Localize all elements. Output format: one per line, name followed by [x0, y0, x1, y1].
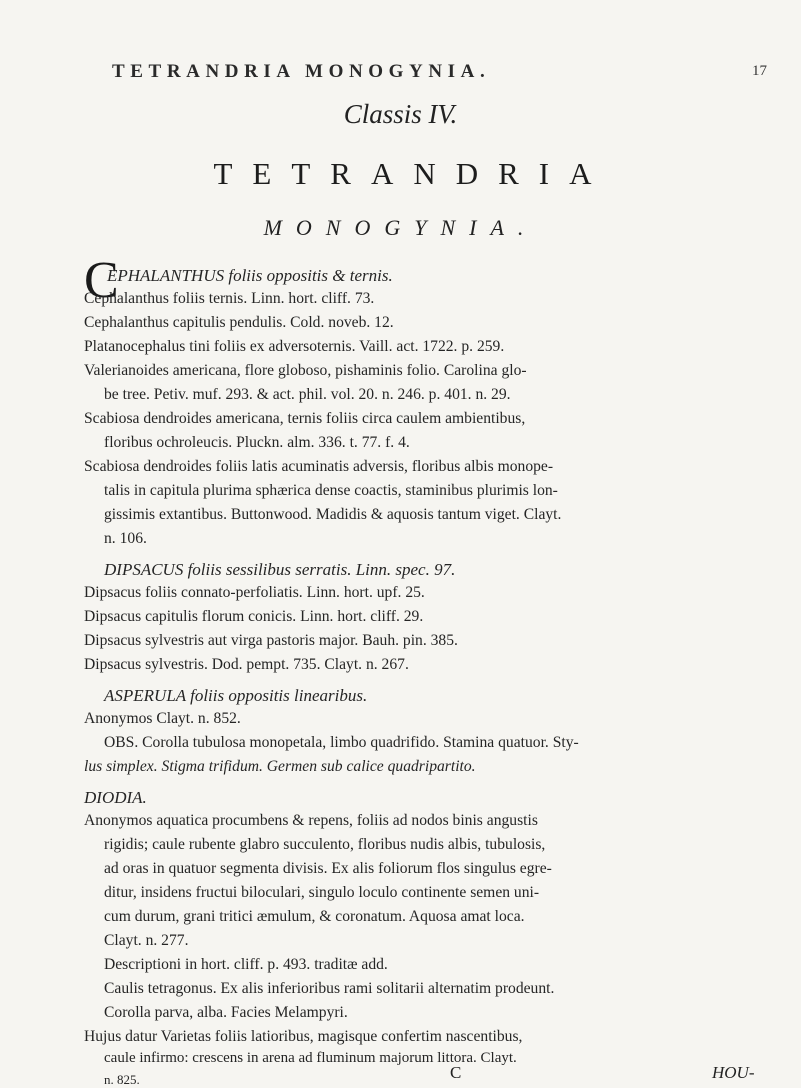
text-line: Dipsacus foliis connato-perfoliatis. Linn. hort. upf. 25. [84, 584, 425, 601]
text-line: caule infirmo: crescens in arena ad fluminum majorum littora. Clayt. [104, 1050, 517, 1066]
text-line: DIODIA. [84, 788, 147, 807]
text-line: Cephalanthus foliis ternis. Linn. hort. cliff. 73. [84, 290, 375, 307]
text-line: cum durum, grani tritici æmulum, & coronatum. Aquosa amat loca. [104, 908, 525, 925]
running-head: TETRANDRIA MONOGYNIA. [112, 61, 491, 82]
text-line: Anonymos aquatica procumbens & repens, foliis ad nodos binis angustis [84, 812, 538, 829]
text-line: Cephalanthus capitulis pendulis. Cold. noveb. 12. [84, 314, 394, 331]
text-line: Descriptioni in hort. cliff. p. 493. traditæ add. [104, 956, 388, 973]
text-line: EPHALANTHUS foliis oppositis & ternis. [107, 266, 393, 285]
text-line: lus simplex. Stigma trifidum. Germen sub calice quadripartito. [84, 758, 476, 775]
text-line: gissimis extantibus. Buttonwood. Madidis & aquosis tantum viget. Clayt. [104, 506, 562, 523]
text-line: n. 106. [104, 530, 147, 547]
text-line: be tree. Petiv. muf. 293. & act. phil. vol. 20. n. 246. p. 401. n. 29. [104, 386, 511, 403]
class-title: TETRANDRIA [213, 156, 612, 191]
text-line: Dipsacus capitulis florum conicis. Linn. hort. cliff. 29. [84, 608, 424, 625]
text-line: ditur, insidens fructui biloculari, singulo loculo continente semen uni- [104, 884, 540, 901]
text-line: rigidis; caule rubente glabro succulento, floribus nudis albis, tubulosis, [104, 836, 546, 853]
text-line: Clayt. n. 277. [104, 932, 189, 949]
text-line: Caulis tetragonus. Ex alis inferioribus rami solitarii alternatim prodeunt. [104, 980, 555, 997]
signature-mark: C [450, 1063, 462, 1082]
text-line: Dipsacus sylvestris. Dod. pempt. 735. Clayt. n. 267. [84, 656, 409, 673]
text-line: Scabiosa dendroides foliis latis acuminatis adversis, floribus albis monope- [84, 458, 554, 475]
catchword: HOU- [712, 1063, 755, 1082]
order-title: MONOGYNIA. [263, 215, 538, 240]
page-number: 17 [752, 63, 767, 79]
text-line: ad oras in quatuor segmenta divisis. Ex alis foliorum flos singulus egre- [104, 860, 552, 877]
text-line: Hujus datur Varietas foliis latioribus, magisque confertim nascentibus, [84, 1028, 523, 1045]
drop-cap: C [84, 252, 119, 309]
text-line: OBS. Corolla tubulosa monopetala, limbo quadrifido. Stamina quatuor. Sty- [104, 734, 579, 751]
text-line: talis in capitula plurima sphærica dense coactis, staminibus plurimis lon- [104, 482, 558, 499]
text-line: DIPSACUS foliis sessilibus serratis. Linn. spec. 97. [104, 560, 456, 579]
text-line: Corolla parva, alba. Facies Melampyri. [104, 1004, 348, 1021]
classis-heading: Classis IV. [343, 99, 458, 129]
text-line: Dipsacus sylvestris aut virga pastoris major. Bauh. pin. 385. [84, 632, 458, 649]
text-line: Valerianoides americana, flore globoso, pishaminis folio. Carolina glo- [84, 362, 527, 379]
text-line: n. 825. [104, 1072, 140, 1087]
text-line: Anonymos Clayt. n. 852. [84, 710, 241, 727]
text-line: floribus ochroleucis. Pluckn. alm. 336. t. 77. f. 4. [104, 434, 410, 451]
text-line: Platanocephalus tini foliis ex adversoternis. Vaill. act. 1722. p. 259. [84, 338, 505, 355]
text-line: Scabiosa dendroides americana, ternis foliis circa caulem ambientibus, [84, 410, 526, 427]
text-line: ASPERULA foliis oppositis linearibus. [104, 686, 368, 705]
